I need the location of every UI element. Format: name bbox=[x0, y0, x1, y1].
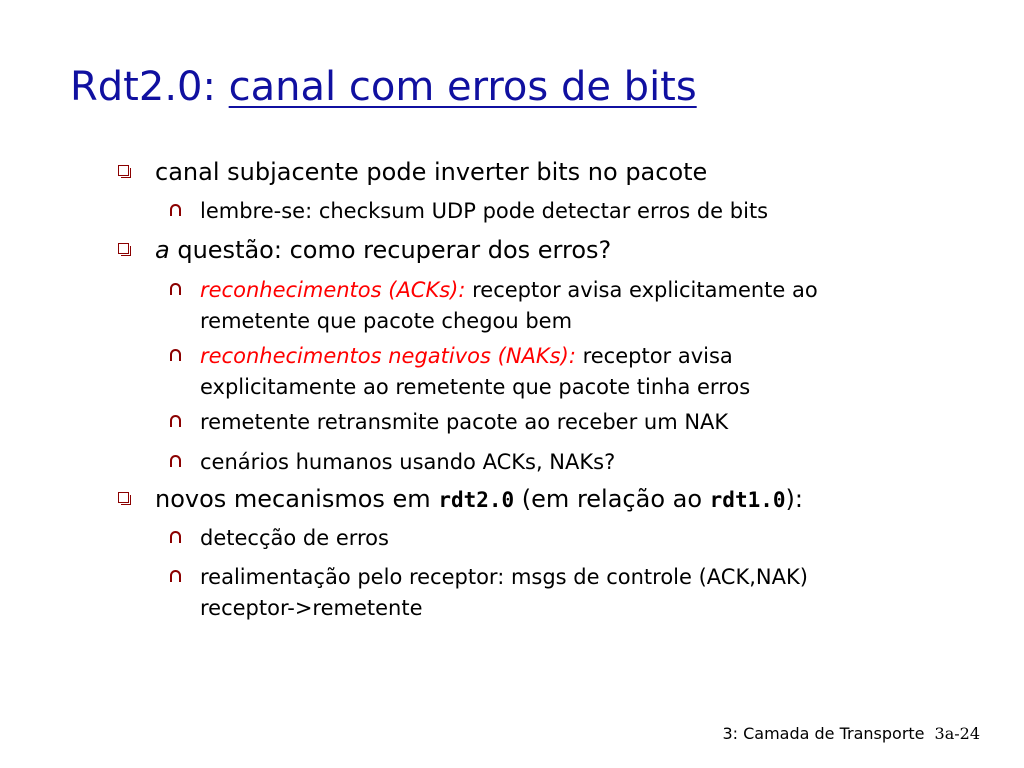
title-prefix: Rdt2.0: bbox=[70, 64, 229, 110]
bullet-text: ): bbox=[785, 485, 803, 513]
bullet-level2 bbox=[200, 278, 818, 302]
bullet-text: detecção de erros bbox=[200, 526, 389, 550]
bullet-level1 bbox=[155, 158, 707, 186]
slide-footer bbox=[722, 724, 980, 743]
bullet-text-emphasis: a bbox=[155, 236, 170, 264]
page-number: 3a-24 bbox=[934, 724, 980, 743]
highlight-term: reconhecimentos (ACKs): bbox=[200, 278, 466, 302]
bullet-text: receptor->remetente bbox=[200, 596, 423, 620]
bullet-level1 bbox=[155, 236, 611, 264]
bullet-text: novos mecanismos em bbox=[155, 485, 439, 513]
highlight-term: reconhecimentos negativos (NAKs): bbox=[200, 344, 576, 368]
arch-bullet-icon bbox=[170, 570, 181, 582]
square-bullet-icon bbox=[118, 243, 129, 254]
bullet-text: realimentação pelo receptor: msgs de controle (ACK,NAK) bbox=[200, 565, 808, 589]
bullet-level2 bbox=[200, 199, 768, 223]
bullet-text: (em relação ao bbox=[514, 485, 710, 513]
bullet-text: lembre-se: checksum UDP pode detectar erros de bits bbox=[200, 199, 769, 223]
bullet-text: receptor avisa explicitamente ao bbox=[465, 278, 818, 302]
code-term: rdt1.0 bbox=[709, 488, 786, 512]
bullet-continuation bbox=[200, 309, 572, 333]
bullet-level2 bbox=[200, 450, 615, 474]
footer-chapter: 3: Camada de Transporte bbox=[722, 724, 925, 743]
bullet-level2 bbox=[200, 526, 389, 550]
arch-bullet-icon bbox=[170, 415, 181, 427]
bullet-text: cenários humanos usando ACKs, NAKs? bbox=[200, 450, 616, 474]
bullet-level2 bbox=[200, 410, 728, 434]
bullet-text: questão: como recuperar dos erros? bbox=[169, 236, 612, 264]
bullet-text: remetente retransmite pacote ao receber um NAK bbox=[200, 410, 729, 434]
arch-bullet-icon bbox=[170, 204, 181, 216]
arch-bullet-icon bbox=[170, 531, 181, 543]
bullet-text: remetente que pacote chegou bem bbox=[200, 309, 573, 333]
bullet-level1 bbox=[155, 485, 803, 513]
arch-bullet-icon bbox=[170, 455, 181, 467]
bullet-continuation bbox=[200, 596, 423, 620]
arch-bullet-icon bbox=[170, 283, 181, 295]
bullet-level2 bbox=[200, 344, 733, 368]
arch-bullet-icon bbox=[170, 349, 181, 361]
bullet-level2 bbox=[200, 565, 808, 589]
square-bullet-icon bbox=[118, 165, 129, 176]
bullet-continuation bbox=[200, 375, 750, 399]
title-link[interactable]: canal com erros de bits bbox=[228, 64, 697, 110]
bullet-text: canal subjacente pode inverter bits no pacote bbox=[155, 158, 708, 186]
square-bullet-icon bbox=[118, 492, 129, 503]
code-term: rdt2.0 bbox=[438, 488, 515, 512]
bullet-text: explicitamente ao remetente que pacote tinha erros bbox=[200, 375, 751, 399]
bullet-text: receptor avisa bbox=[575, 344, 733, 368]
